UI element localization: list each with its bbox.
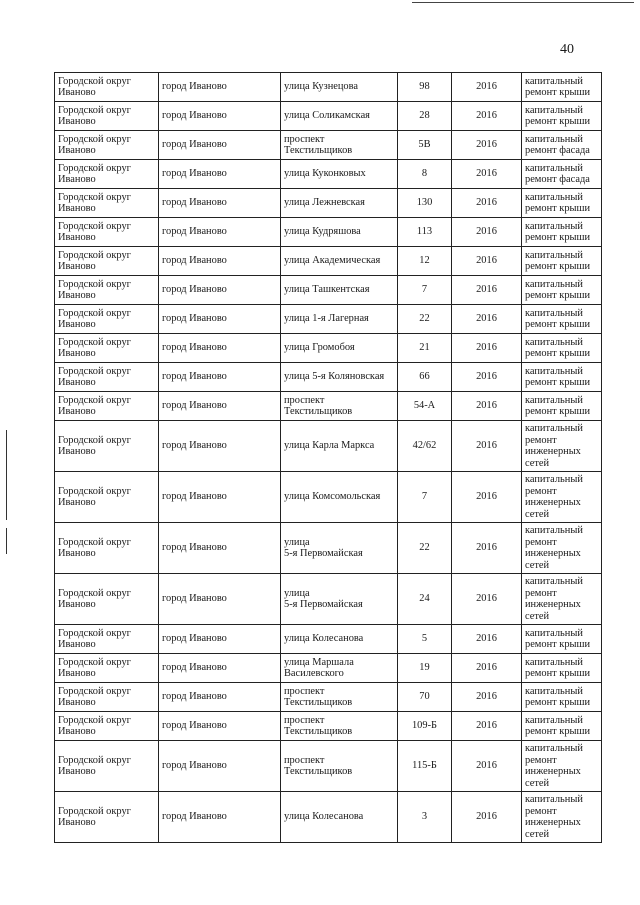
city-cell: город Иваново — [159, 523, 281, 574]
work-type-cell: капитальный ремонт крыши — [522, 218, 602, 247]
table-row — [55, 160, 602, 189]
street-cell: улица Соликамская — [281, 102, 398, 131]
table-row — [55, 363, 602, 392]
year-cell: 2016 — [452, 421, 522, 472]
house-number-cell: 5 — [398, 625, 452, 654]
street-cell: улица Куконковых — [281, 160, 398, 189]
table-body — [55, 73, 602, 843]
work-type-cell: капитальный ремонт фасада — [522, 131, 602, 160]
municipality-cell: Городской округ Иваново — [55, 574, 159, 625]
year-cell: 2016 — [452, 73, 522, 102]
work-type-cell: капитальный ремонт крыши — [522, 392, 602, 421]
house-number-cell: 24 — [398, 574, 452, 625]
table-row — [55, 654, 602, 683]
street-cell: улица Ташкентская — [281, 276, 398, 305]
work-type-cell: капитальный ремонт крыши — [522, 189, 602, 218]
table-row — [55, 741, 602, 792]
work-type-cell: капитальный ремонт крыши — [522, 712, 602, 741]
table-row — [55, 392, 602, 421]
table-row — [55, 625, 602, 654]
city-cell: город Иваново — [159, 421, 281, 472]
house-number-cell: 70 — [398, 683, 452, 712]
work-type-cell: капитальный ремонт крыши — [522, 625, 602, 654]
city-cell: город Иваново — [159, 247, 281, 276]
year-cell: 2016 — [452, 160, 522, 189]
municipality-cell: Городской округ Иваново — [55, 523, 159, 574]
city-cell: город Иваново — [159, 160, 281, 189]
street-cell: улица Колесанова — [281, 625, 398, 654]
city-cell: город Иваново — [159, 218, 281, 247]
street-cell: улица Маршала Василевского — [281, 654, 398, 683]
page-number: 40 — [560, 42, 574, 57]
margin-scan-mark — [6, 430, 7, 520]
year-cell: 2016 — [452, 189, 522, 218]
year-cell: 2016 — [452, 574, 522, 625]
year-cell: 2016 — [452, 741, 522, 792]
house-number-cell: 130 — [398, 189, 452, 218]
work-type-cell: капитальный ремонт крыши — [522, 73, 602, 102]
year-cell: 2016 — [452, 523, 522, 574]
year-cell: 2016 — [452, 625, 522, 654]
street-cell: улица Академическая — [281, 247, 398, 276]
house-number-cell: 115-Б — [398, 741, 452, 792]
city-cell: город Иваново — [159, 625, 281, 654]
street-cell: улица Кузнецова — [281, 73, 398, 102]
work-type-cell: капитальный ремонт фасада — [522, 160, 602, 189]
house-number-cell: 28 — [398, 102, 452, 131]
municipality-cell: Городской округ Иваново — [55, 741, 159, 792]
city-cell: город Иваново — [159, 792, 281, 843]
year-cell: 2016 — [452, 654, 522, 683]
table-row — [55, 421, 602, 472]
house-number-cell: 5В — [398, 131, 452, 160]
city-cell: город Иваново — [159, 276, 281, 305]
municipality-cell: Городской округ Иваново — [55, 712, 159, 741]
municipality-cell: Городской округ Иваново — [55, 247, 159, 276]
work-type-cell: капитальный ремонт инженерных сетей — [522, 741, 602, 792]
table-row — [55, 131, 602, 160]
year-cell: 2016 — [452, 392, 522, 421]
house-number-cell: 66 — [398, 363, 452, 392]
work-type-cell: капитальный ремонт инженерных сетей — [522, 792, 602, 843]
work-type-cell: капитальный ремонт инженерных сетей — [522, 523, 602, 574]
table-row — [55, 218, 602, 247]
municipality-cell: Городской округ Иваново — [55, 305, 159, 334]
street-cell: улица Лежневская — [281, 189, 398, 218]
house-number-cell: 3 — [398, 792, 452, 843]
table-row — [55, 73, 602, 102]
work-type-cell: капитальный ремонт инженерных сетей — [522, 472, 602, 523]
street-cell: улица Комсомольская — [281, 472, 398, 523]
municipality-cell: Городской округ Иваново — [55, 131, 159, 160]
table-row — [55, 523, 602, 574]
city-cell: город Иваново — [159, 472, 281, 523]
table-row — [55, 683, 602, 712]
year-cell: 2016 — [452, 683, 522, 712]
table-row — [55, 712, 602, 741]
table-row — [55, 792, 602, 843]
work-type-cell: капитальный ремонт крыши — [522, 654, 602, 683]
work-type-cell: капитальный ремонт инженерных сетей — [522, 574, 602, 625]
city-cell: город Иваново — [159, 712, 281, 741]
table-row — [55, 247, 602, 276]
street-cell: проспект Текстильщиков — [281, 741, 398, 792]
year-cell: 2016 — [452, 131, 522, 160]
city-cell: город Иваново — [159, 189, 281, 218]
year-cell: 2016 — [452, 712, 522, 741]
year-cell: 2016 — [452, 276, 522, 305]
municipality-cell: Городской округ Иваново — [55, 683, 159, 712]
table-row — [55, 102, 602, 131]
table-row — [55, 472, 602, 523]
street-cell: улица Карла Маркса — [281, 421, 398, 472]
house-number-cell: 113 — [398, 218, 452, 247]
year-cell: 2016 — [452, 792, 522, 843]
house-number-cell: 21 — [398, 334, 452, 363]
street-cell: улица 5-я Первомайская — [281, 523, 398, 574]
work-type-cell: капитальный ремонт крыши — [522, 363, 602, 392]
house-number-cell: 7 — [398, 276, 452, 305]
municipality-cell: Городской округ Иваново — [55, 792, 159, 843]
city-cell: город Иваново — [159, 741, 281, 792]
house-number-cell: 42/62 — [398, 421, 452, 472]
year-cell: 2016 — [452, 472, 522, 523]
work-type-cell: капитальный ремонт крыши — [522, 334, 602, 363]
work-type-cell: капитальный ремонт крыши — [522, 683, 602, 712]
municipality-cell: Городской округ Иваново — [55, 160, 159, 189]
house-number-cell: 54-А — [398, 392, 452, 421]
house-number-cell: 19 — [398, 654, 452, 683]
city-cell: город Иваново — [159, 392, 281, 421]
city-cell: город Иваново — [159, 363, 281, 392]
house-number-cell: 22 — [398, 305, 452, 334]
municipality-cell: Городской округ Иваново — [55, 421, 159, 472]
city-cell: город Иваново — [159, 574, 281, 625]
year-cell: 2016 — [452, 363, 522, 392]
street-cell: проспект Текстильщиков — [281, 712, 398, 741]
top-rule — [412, 2, 634, 3]
table-row — [55, 574, 602, 625]
house-number-cell: 22 — [398, 523, 452, 574]
housing-repair-table — [54, 72, 602, 843]
street-cell: улица 5-я Коляновская — [281, 363, 398, 392]
street-cell: улица 1-я Лагерная — [281, 305, 398, 334]
street-cell: улица Колесанова — [281, 792, 398, 843]
work-type-cell: капитальный ремонт крыши — [522, 247, 602, 276]
municipality-cell: Городской округ Иваново — [55, 73, 159, 102]
work-type-cell: капитальный ремонт крыши — [522, 305, 602, 334]
work-type-cell: капитальный ремонт крыши — [522, 102, 602, 131]
table-row — [55, 276, 602, 305]
city-cell: город Иваново — [159, 683, 281, 712]
city-cell: город Иваново — [159, 654, 281, 683]
house-number-cell: 7 — [398, 472, 452, 523]
municipality-cell: Городской округ Иваново — [55, 654, 159, 683]
municipality-cell: Городской округ Иваново — [55, 218, 159, 247]
city-cell: город Иваново — [159, 131, 281, 160]
year-cell: 2016 — [452, 247, 522, 276]
year-cell: 2016 — [452, 305, 522, 334]
street-cell: улица Громобоя — [281, 334, 398, 363]
municipality-cell: Городской округ Иваново — [55, 392, 159, 421]
house-number-cell: 12 — [398, 247, 452, 276]
street-cell: проспект Текстильщиков — [281, 683, 398, 712]
table-row — [55, 189, 602, 218]
table-row — [55, 334, 602, 363]
city-cell: город Иваново — [159, 305, 281, 334]
house-number-cell: 98 — [398, 73, 452, 102]
margin-scan-mark — [6, 528, 7, 554]
work-type-cell: капитальный ремонт крыши — [522, 276, 602, 305]
house-number-cell: 109-Б — [398, 712, 452, 741]
street-cell: проспект Текстильщиков — [281, 392, 398, 421]
street-cell: улица 5-я Первомайская — [281, 574, 398, 625]
municipality-cell: Городской округ Иваново — [55, 189, 159, 218]
year-cell: 2016 — [452, 102, 522, 131]
year-cell: 2016 — [452, 334, 522, 363]
street-cell: улица Кудряшова — [281, 218, 398, 247]
city-cell: город Иваново — [159, 73, 281, 102]
year-cell: 2016 — [452, 218, 522, 247]
municipality-cell: Городской округ Иваново — [55, 334, 159, 363]
municipality-cell: Городской округ Иваново — [55, 363, 159, 392]
municipality-cell: Городской округ Иваново — [55, 102, 159, 131]
municipality-cell: Городской округ Иваново — [55, 472, 159, 523]
table-row — [55, 305, 602, 334]
city-cell: город Иваново — [159, 334, 281, 363]
city-cell: город Иваново — [159, 102, 281, 131]
house-number-cell: 8 — [398, 160, 452, 189]
municipality-cell: Городской округ Иваново — [55, 625, 159, 654]
municipality-cell: Городской округ Иваново — [55, 276, 159, 305]
street-cell: проспект Текстильщиков — [281, 131, 398, 160]
work-type-cell: капитальный ремонт инженерных сетей — [522, 421, 602, 472]
